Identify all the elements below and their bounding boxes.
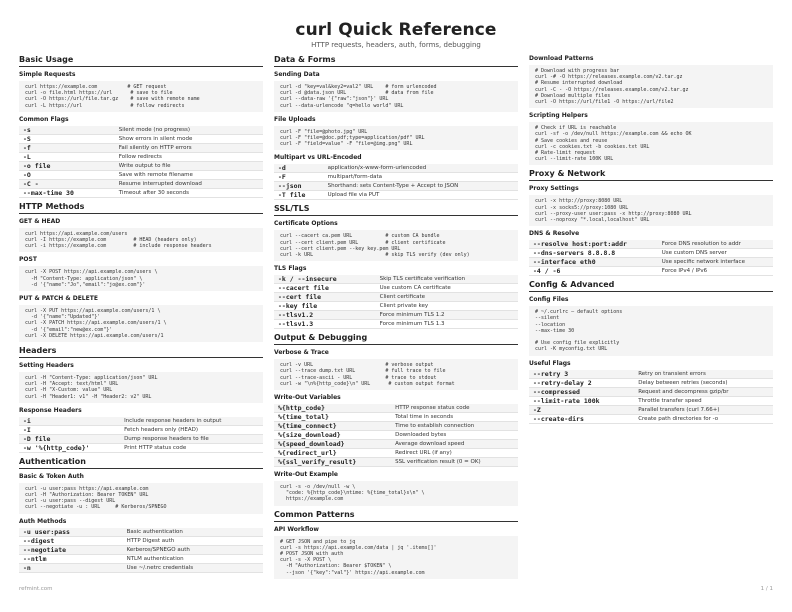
option-description: Downloaded bytes <box>395 432 447 439</box>
code-block: # Check if URL is reachable curl -sf -o /dev/null https://example.com && echo OK # Save cookies and reuse curl -c cookies.txt -b cookies.txt URL # Rate-limit request curl --limit-rate 100K URL <box>529 122 773 165</box>
table-row <box>274 302 518 311</box>
subsection-heading: Useful Flags <box>529 359 571 367</box>
table-row <box>19 434 263 443</box>
option-description: Use custom CA certificate <box>379 285 451 292</box>
options-table <box>274 275 518 329</box>
table-row <box>274 404 518 413</box>
option-description: Force minimum TLS 1.3 <box>379 321 445 328</box>
section-gap <box>19 573 263 577</box>
option-description: Total time in seconds <box>395 414 454 421</box>
option-flag: -f <box>23 143 31 152</box>
page-header <box>0 20 792 49</box>
table-row <box>274 458 518 467</box>
section-heading: Basic Usage <box>19 55 263 67</box>
table-row <box>529 258 773 267</box>
option-description: Save with remote filename <box>118 171 193 178</box>
option-description: Upload file via PUT <box>327 192 380 199</box>
code-block: curl --cacert ca.pem URL # custom CA bundle curl --cert client.pem URL # client certificate curl --cert client.pem --key key.pem URL curl -k URL # skip TLS verify (dev only) <box>274 230 518 261</box>
options-table <box>529 240 773 276</box>
code-block: # Download with progress bar curl -# -O https://releases.example.com/v2.tar.gz # Resume interrupted download curl -C - -O https://releases.example.com/v2.tar.gz # Download multiple files curl -O https://url/file1 -O https://url/file2 <box>529 65 773 108</box>
table-row <box>274 320 518 329</box>
option-description: Use custom DNS server <box>661 250 727 257</box>
code-block: curl -d "key=val&key2=val2" URL # form urlencoded curl -d @data.json URL # data from file curl --data-raw '{"raw":"json"}' URL curl --data-urlencode "q=hello world" URL <box>274 81 518 112</box>
table-row <box>19 143 263 152</box>
option-description: Parallel transfers (curl 7.66+) <box>638 406 720 413</box>
section-heading: Data & Forms <box>274 55 518 67</box>
option-flag: %{time_total} <box>278 413 329 422</box>
options-table <box>274 404 518 467</box>
option-description: Kerberos/SPNEGO auth <box>126 546 190 553</box>
subsection-heading: Common Flags <box>19 115 69 123</box>
code-block: curl -u user:pass https://api.example.com curl -H "Authorization: Bearer TOKEN" URL curl -u user:pass --digest URL curl --negotiate -u : URL # Kerberos/SPNEGO <box>19 483 263 514</box>
table-row <box>274 275 518 284</box>
option-description: SSL verification result (0 = OK) <box>395 459 481 466</box>
code-block: curl -s -o /dev/null -w \ "code: %{http_code}\ntime: %{time_total}s\n" \ https://example.com <box>274 481 518 506</box>
code-block: curl -H "Content-Type: application/json" URL curl -H "Accept: text/html" URL curl -H "X-Custom: value" URL curl -H "Header1: v1" -H "Header2: v2" URL <box>19 372 263 403</box>
table-row <box>19 170 263 179</box>
options-table <box>19 417 263 453</box>
subsection-heading: File Uploads <box>274 115 316 123</box>
section <box>19 457 263 577</box>
subsection-heading: Config Files <box>529 296 569 304</box>
option-description: Print HTTP status code <box>124 444 187 451</box>
option-flag: -O <box>23 170 31 179</box>
subsection-heading: Multipart vs URL-Encoded <box>274 154 362 162</box>
table-row <box>274 449 518 458</box>
section <box>274 55 518 204</box>
option-flag: -S <box>23 134 31 143</box>
code-block: curl -X PUT https://api.example.com/users/1 \ -d '{"name":"Updated"}' curl -X PATCH https://api.example.com/users/1 \ -d '{"email":"new@ex.com"}' curl -X DELETE https://api.example.com/users/1 <box>19 305 263 342</box>
option-flag: --tlsv1.3 <box>278 320 314 329</box>
table-row <box>274 413 518 422</box>
subsection-heading: Auth Methods <box>19 517 67 525</box>
option-description: Use specific network interface <box>661 259 745 266</box>
code-block: curl -F "file=@photo.jpg" URL curl -F "file=@doc.pdf;type=application/pdf" URL curl -F "field=value" -F "file=@img.png" URL <box>274 126 518 151</box>
subsection-heading: GET & HEAD <box>19 217 61 225</box>
subsection-heading: API Workflow <box>274 525 319 533</box>
option-description: Fail silently on HTTP errors <box>118 144 192 151</box>
option-description: Force minimum TLS 1.2 <box>379 312 445 319</box>
option-description: Write output to file <box>118 162 171 169</box>
option-description: Create path directories for -o <box>638 415 719 422</box>
table-row <box>19 563 263 572</box>
option-description: Fetch headers only (HEAD) <box>124 426 198 433</box>
options-table <box>19 528 263 573</box>
page-footer <box>19 586 773 592</box>
option-flag: --retry 3 <box>533 369 569 378</box>
option-description: multipart/form-data <box>327 174 383 181</box>
table-row <box>274 431 518 440</box>
section-heading: Config & Advanced <box>529 280 773 292</box>
section <box>529 169 773 280</box>
column-3 <box>529 55 773 428</box>
subsection-heading: POST <box>19 256 37 264</box>
option-flag: %{speed_download} <box>278 440 345 449</box>
option-description: Time to establish connection <box>395 423 475 430</box>
section-heading: Output & Debugging <box>274 333 518 345</box>
option-flag: %{time_connect} <box>278 422 337 431</box>
option-description: NTLM authentication <box>126 555 184 562</box>
subsection-heading: Response Headers <box>19 406 82 414</box>
option-description: Retry on transient errors <box>638 370 706 377</box>
section-gap <box>529 424 773 428</box>
table-row <box>274 422 518 431</box>
section-heading: Proxy & Network <box>529 169 773 181</box>
subsection-heading: Basic & Token Auth <box>19 472 84 480</box>
code-block: curl -X POST https://api.example.com/users \ -H "Content-Type: application/json" \ -d '{"name":"Jo","email":"jo@ex.com"}' <box>19 266 263 291</box>
code-block: # ~/.curlrc — default options --silent --location --max-time 30 # Use config file explicitly curl -K myconfig.txt URL <box>529 306 773 355</box>
table-row <box>274 284 518 293</box>
section <box>19 55 263 202</box>
table-row <box>19 126 263 135</box>
subsection-heading: Write-Out Example <box>274 471 338 479</box>
option-description: HTTP response status code <box>395 405 470 412</box>
code-block: curl -v URL # verbose output curl --trace dump.txt URL # full trace to file curl --trace-ascii - URL # trace to stdout curl -w "\n%{http_code}\n" URL # custom output format <box>274 359 518 390</box>
option-flag: --retry-delay 2 <box>533 378 592 387</box>
code-block: curl https://api.example.com/users curl -I https://example.com # HEAD (headers only) curl -i https://example.com # include response headers <box>19 228 263 253</box>
option-flag: --interface eth0 <box>533 258 596 267</box>
option-flag: -i <box>23 416 31 425</box>
section <box>19 202 263 346</box>
section <box>19 346 263 457</box>
option-flag: -C - <box>23 179 39 188</box>
table-row <box>274 293 518 302</box>
page-subtitle: HTTP requests, headers, auth, forms, debugging <box>311 41 481 49</box>
option-flag: -F <box>278 173 286 182</box>
option-description: Force IPv4 / IPv6 <box>661 268 708 275</box>
table-row <box>19 536 263 545</box>
table-row <box>529 387 773 396</box>
footer-site: refmint.com <box>19 586 53 592</box>
option-flag: --create-dirs <box>533 414 584 423</box>
subsection-heading: Setting Headers <box>19 362 74 370</box>
subsection-heading: Verbose & Trace <box>274 349 329 357</box>
table-row <box>19 417 263 426</box>
option-description: Skip TLS certificate verification <box>379 276 466 283</box>
section-heading: Authentication <box>19 457 263 469</box>
subsection-heading: Write-Out Variables <box>274 394 341 402</box>
option-description: HTTP Digest auth <box>126 537 175 544</box>
option-flag: --cacert file <box>278 284 329 293</box>
table-row <box>529 249 773 258</box>
section <box>274 333 518 509</box>
option-flag: -u user:pass <box>23 527 70 536</box>
table-row <box>274 311 518 320</box>
option-description: Client certificate <box>379 294 426 301</box>
option-flag: --ntlm <box>23 554 47 563</box>
option-flag: -k / --insecure <box>278 275 337 284</box>
option-flag: -w '%{http_code}' <box>23 443 90 452</box>
option-description: Shorthand: sets Content-Type + Accept to JSON <box>327 183 459 190</box>
option-flag: --dns-servers 8.8.8.8 <box>533 249 616 258</box>
option-description: Follow redirects <box>118 153 162 160</box>
option-flag: -o file <box>23 161 51 170</box>
option-description: Basic authentication <box>126 528 183 535</box>
option-description: Timeout after 30 seconds <box>118 189 189 196</box>
option-flag: --resolve host:port:addr <box>533 240 627 249</box>
option-description: application/x-www-form-urlencoded <box>327 165 427 172</box>
option-description: Include response headers in output <box>124 417 222 424</box>
option-description: Throttle transfer speed <box>638 397 702 404</box>
subsection-heading: Simple Requests <box>19 71 76 78</box>
option-flag: --negotiate <box>23 545 67 554</box>
footer-page-number: 1 / 1 <box>760 586 773 592</box>
option-description: Use ~/.netrc credentials <box>126 564 194 571</box>
options-table <box>529 370 773 424</box>
code-block: # GET JSON and pipe to jq curl -s https://api.example.com/data | jq '.items[]' # POST JSON with auth curl -s -X POST \ -H "Authorization: Bearer $TOKEN" \ --json '{"key":"val"}' https://api.example.com <box>274 536 518 579</box>
subsection-heading: Scripting Helpers <box>529 112 588 120</box>
column-1 <box>19 55 263 577</box>
option-flag: --compressed <box>533 387 580 396</box>
option-flag: --limit-rate 100k <box>533 396 600 405</box>
subsection-heading: Proxy Settings <box>529 185 579 193</box>
table-row <box>274 440 518 449</box>
table-row <box>19 443 263 452</box>
option-flag: -d <box>278 164 286 173</box>
page-title: curl Quick Reference <box>295 20 497 40</box>
option-flag: --digest <box>23 536 55 545</box>
section <box>274 510 518 583</box>
table-row <box>529 370 773 379</box>
option-flag: -s <box>23 125 31 134</box>
options-table <box>274 164 518 200</box>
section <box>529 280 773 427</box>
table-row <box>529 267 773 276</box>
option-flag: -n <box>23 563 31 572</box>
option-flag: --max-time 30 <box>23 188 74 197</box>
table-row <box>19 134 263 143</box>
option-description: Client private key <box>379 303 429 310</box>
option-flag: %{http_code} <box>278 404 325 413</box>
subsection-heading: Download Patterns <box>529 55 594 62</box>
option-flag: -Z <box>533 405 541 414</box>
option-flag: -L <box>23 152 31 161</box>
table-row <box>529 240 773 249</box>
table-row <box>274 164 518 173</box>
option-flag: -I <box>23 425 31 434</box>
section-heading: Headers <box>19 346 263 358</box>
option-flag: --tlsv1.2 <box>278 311 314 320</box>
table-row <box>19 161 263 170</box>
option-description: Silent mode (no progress) <box>118 126 191 133</box>
table-row <box>529 378 773 387</box>
option-description: Dump response headers to file <box>124 435 209 442</box>
option-flag: %{ssl_verify_result} <box>278 458 357 467</box>
table-row <box>19 152 263 161</box>
table-row <box>529 405 773 414</box>
subsection-heading: DNS & Resolve <box>529 230 580 238</box>
table-row <box>19 425 263 434</box>
table-row <box>19 188 263 197</box>
option-description: Force DNS resolution to addr <box>661 241 741 248</box>
table-row <box>19 554 263 563</box>
table-row <box>274 191 518 200</box>
table-row <box>19 545 263 554</box>
subsection-heading: TLS Flags <box>274 265 307 273</box>
option-flag: -D file <box>23 434 51 443</box>
column-2 <box>274 55 518 583</box>
table-row <box>274 173 518 182</box>
subsection-heading: Sending Data <box>274 71 320 78</box>
option-flag: --cert file <box>278 293 322 302</box>
table-row <box>19 528 263 537</box>
code-block: curl -x http://proxy:8080 URL curl -x socks5://proxy:1080 URL curl --proxy-user user:pass -x http://proxy:8080 URL curl --noproxy "*.local,localhost" URL <box>529 195 773 226</box>
option-description: Resume interrupted download <box>118 180 202 187</box>
section <box>274 204 518 333</box>
option-flag: -T file <box>278 191 306 200</box>
option-flag: --key file <box>278 302 318 311</box>
option-description: Average download speed <box>395 441 465 448</box>
option-description: Show errors in silent mode <box>118 135 193 142</box>
option-description: Delay between retries (seconds) <box>638 379 728 386</box>
subsection-heading: Certificate Options <box>274 220 338 228</box>
option-flag: %{size_download} <box>278 431 341 440</box>
subsection-heading: PUT & PATCH & DELETE <box>19 295 98 303</box>
section <box>529 55 773 169</box>
code-block: curl https://example.com # GET request curl -o file.html https://url # save to file curl -O https://url/file.tar.gz # save with remote name curl -L https://url # follow redirects <box>19 81 263 112</box>
option-description: Request and decompress gzip/br <box>638 388 729 395</box>
options-table <box>19 126 263 198</box>
table-row <box>529 414 773 423</box>
option-flag: --json <box>278 182 302 191</box>
option-flag: %{redirect_url} <box>278 449 337 458</box>
table-row <box>529 396 773 405</box>
option-description: Redirect URL (if any) <box>395 450 452 457</box>
option-flag: -4 / -6 <box>533 267 561 276</box>
table-row <box>274 182 518 191</box>
section-gap <box>274 579 518 583</box>
section-heading: Common Patterns <box>274 510 518 522</box>
table-row <box>19 179 263 188</box>
section-heading: HTTP Methods <box>19 202 263 214</box>
section-heading: SSL/TLS <box>274 204 518 216</box>
